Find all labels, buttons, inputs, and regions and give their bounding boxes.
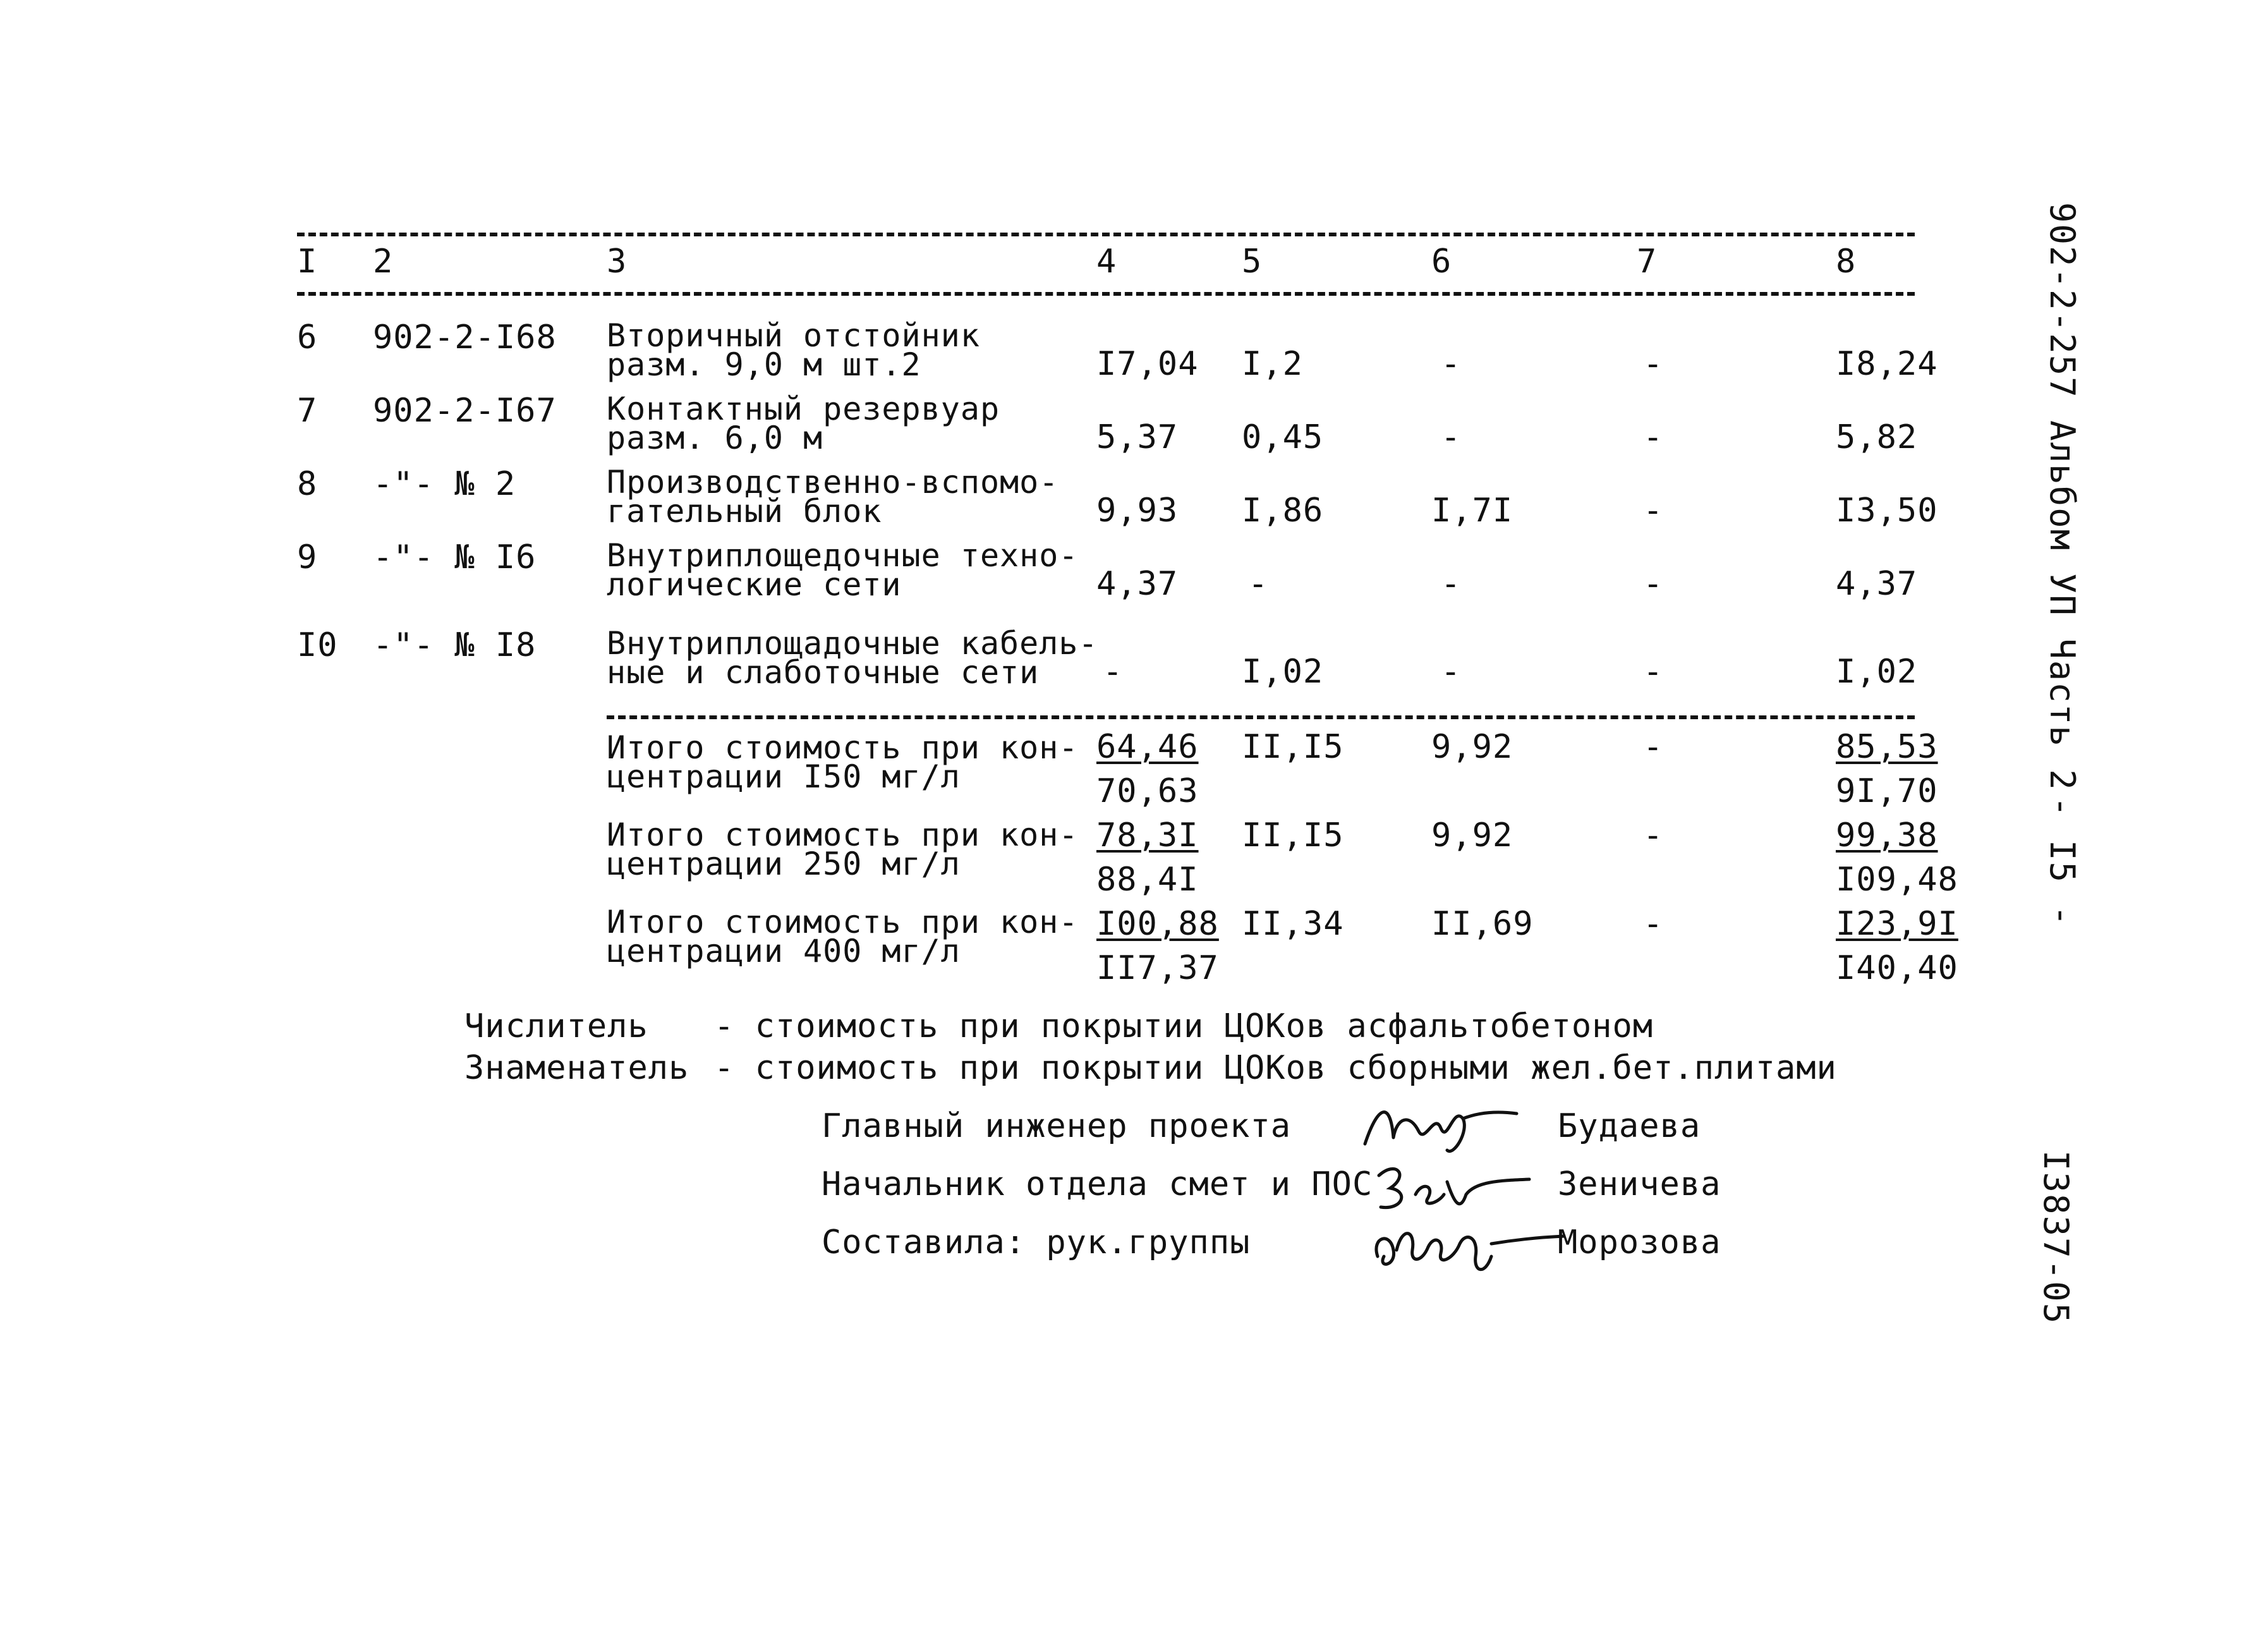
cell-col-6: - [1441,345,1462,383]
header-col-3: 3 [607,243,628,281]
total-col-5: II,I5 [1242,728,1344,766]
row-description-line-2: ные и слаботочные сети [607,654,1040,691]
total-description-line-1: Итого стоимость при кон- [607,817,1079,853]
project-code: -"- № I8 [373,626,537,664]
side-page-number: - I5 - [2042,796,2082,928]
total-col-7: - [1643,728,1664,766]
total-col-4-denominator: 70,63 [1096,772,1199,810]
cell-col-8: I3,50 [1836,492,1938,530]
header-col-1: I [297,243,318,281]
signature-role: Начальник отдела смет и ПОС [822,1165,1373,1203]
row-description-line-1: Контактный резервуар [607,391,1000,427]
legend-text-denominator: - стоимость при покрытии ЦОКов сборными жел.бет.плитами [714,1049,1837,1087]
total-col-4-denominator: II7,37 [1096,949,1219,987]
total-description-line-2: центрации 400 мг/л [607,933,961,969]
cell-col-5: I,02 [1242,653,1324,691]
cell-col-4: 4,37 [1096,565,1179,603]
signature-name: Будаева [1558,1107,1701,1145]
legend-text-numerator: - стоимость при покрытии ЦОКов асфальтобетоном [714,1007,1654,1045]
total-col-6: 9,92 [1431,817,1513,854]
legend-term-numerator: Числитель [464,1007,648,1045]
cell-col-8: 5,82 [1836,418,1918,456]
cell-col-5: - [1248,565,1269,603]
signature-role: Главный инженер проекта [822,1107,1292,1145]
header-col-5: 5 [1242,243,1263,281]
cell-col-5: 0,45 [1242,418,1324,456]
project-code: -"- № 2 [373,465,516,503]
total-col-7: - [1643,817,1664,854]
signature-role: Составила: рук.группы [822,1224,1251,1261]
row-description-line-1: Производственно-вспомо- [607,464,1059,501]
cell-col-8: I8,24 [1836,345,1938,383]
project-code: -"- № I6 [373,538,537,576]
cell-col-7: - [1643,418,1664,456]
row-description-line-1: Внутриплощедочные техно- [607,537,1079,574]
side-inventory-number: I3837-05 [2036,1150,2076,1325]
total-col-4-denominator: 88,4I [1096,861,1199,899]
handwritten-signature-morozova [1365,1212,1567,1284]
header-col-4: 4 [1096,243,1117,281]
header-col-6: 6 [1431,243,1452,281]
row-description-line-1: Вторичный отстойник [607,317,980,354]
total-col-6: 9,92 [1431,728,1513,766]
cell-col-8: 4,37 [1836,565,1918,603]
total-col-5: II,34 [1242,905,1344,943]
total-col-8-denominator: I40,40 [1836,949,1958,987]
totals-rule [607,715,1915,719]
cell-col-7: - [1643,492,1664,530]
total-col-4-numerator: I00,88 [1096,905,1219,943]
cell-col-8: I,02 [1836,653,1918,691]
total-description-line-1: Итого стоимость при кон- [607,904,1079,940]
total-description-line-2: центрации 250 мг/л [607,846,961,882]
cell-col-7: - [1643,345,1664,383]
cell-col-4: 5,37 [1096,418,1179,456]
total-col-7: - [1643,905,1664,943]
cell-col-4: I7,04 [1096,345,1199,383]
cell-col-7: - [1643,653,1664,691]
row-number: 7 [297,392,318,430]
table-top-rule [297,233,1915,236]
cell-col-5: I,2 [1242,345,1303,383]
total-description-line-1: Итого стоимость при кон- [607,729,1079,766]
project-code: 902-2-I67 [373,392,557,430]
project-code: 902-2-I68 [373,319,557,356]
total-col-8-denominator: I09,48 [1836,861,1958,899]
side-album-reference: 902-2-257 Альбом УП Часть 2 [2042,202,2082,791]
total-col-8-numerator: 99,38 [1836,817,1938,854]
cell-col-4: - [1103,653,1124,691]
table-header-rule [297,292,1915,296]
row-description-line-1: Внутриплощадочные кабель- [607,625,1098,662]
cell-col-4: 9,93 [1096,492,1179,530]
row-description-line-2: логические сети [607,566,902,603]
row-number: 6 [297,319,318,356]
row-description-line-2: гательный блок [607,493,882,530]
total-col-6: II,69 [1431,905,1534,943]
cell-col-6: - [1441,565,1462,603]
header-col-7: 7 [1637,243,1658,281]
legend-term-denominator: Знаменатель [464,1049,689,1087]
signature-name: Зеничева [1558,1165,1721,1203]
row-number: I0 [297,626,338,664]
signature-name: Морозова [1558,1224,1721,1261]
cell-col-5: I,86 [1242,492,1324,530]
cell-col-6: - [1441,418,1462,456]
total-description-line-2: центрации I50 мг/л [607,758,961,795]
total-col-8-denominator: 9I,70 [1836,772,1938,810]
header-col-2: 2 [373,243,394,281]
row-description-line-2: разм. 9,0 м шт.2 [607,346,921,383]
total-col-4-numerator: 64,46 [1096,728,1199,766]
row-number: 9 [297,538,318,576]
total-col-4-numerator: 78,3I [1096,817,1199,854]
cell-col-6: - [1441,653,1462,691]
total-col-5: II,I5 [1242,817,1344,854]
total-col-8-numerator: I23,9I [1836,905,1958,943]
row-description-line-2: разм. 6,0 м [607,420,823,456]
header-col-8: 8 [1836,243,1857,281]
row-number: 8 [297,465,318,503]
cell-col-7: - [1643,565,1664,603]
handwritten-signature-budaeva [1359,1093,1523,1165]
total-col-8-numerator: 85,53 [1836,728,1938,766]
cell-col-6: I,7I [1431,492,1513,530]
